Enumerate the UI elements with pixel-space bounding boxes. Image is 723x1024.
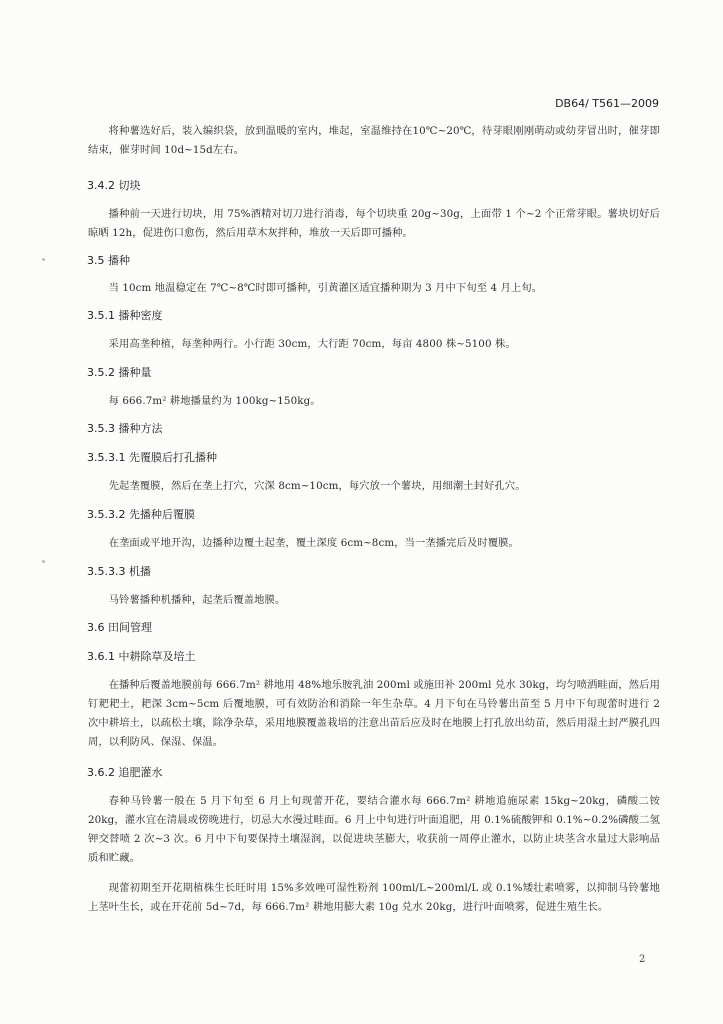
section-heading: 3.6.1 中耕除草及培土 <box>87 650 196 663</box>
section-heading: 3.5.3.3 机播 <box>87 565 151 578</box>
section-heading: 3.5.2 播种量 <box>87 366 152 379</box>
paragraph: 在垄面或平地开沟，边播种边覆土起垄，覆土深度 6cm~8cm，当一垄播完后及时覆膜。 <box>108 537 519 549</box>
paragraph: 采用高垄种植，每垄种两行。小行距 30cm，大行距 70cm，每亩 4800 株~5100 株。 <box>108 338 516 350</box>
page-number: 2 <box>639 954 646 965</box>
section-heading: 3.5.3.2 先播种后覆膜 <box>87 508 195 521</box>
section-heading: 3.5.3.1 先覆膜后打孔播种 <box>87 451 217 464</box>
section-heading: 3.6 田间管理 <box>87 621 152 634</box>
section-heading: 3.5.1 播种密度 <box>87 309 163 322</box>
paragraph: 先起垄覆膜，然后在垄上打穴，穴深 8cm~10cm，每穴放一个薯块，用细潮土封好孔穴。 <box>108 480 526 492</box>
paragraph: 当 10cm 地温稳定在 7℃~8℃时即可播种，引黄灌区适宜播种期为 3 月中下旬至 4 月上旬。 <box>108 282 543 294</box>
scan-speck <box>42 560 45 563</box>
section-heading: 3.4.2 切块 <box>87 179 141 192</box>
paragraph: 播种前一天进行切块，用 75%酒精对切刀进行消毒，每个切块重 20g~30g，上面带 1 个~2 个正常芽眼。薯块切好后晾晒 12h，促进伤口愈伤，然后用草木灰拌种，堆放一天后即可播种。 <box>88 208 660 239</box>
section-heading: 3.5 播种 <box>87 254 130 267</box>
paragraph: 春种马铃薯一般在 5 月下旬至 6 月上旬现蕾开花，要结合灌水每 666.7m² 耕地追施尿素 15kg~20kg，磷酸二铵 20kg，灌水宜在清晨或傍晚进行，切忌大水漫过畦面。6 月上中旬进行叶面追肥，用 0.1%硫酸钾和 0.1%~0.2%磷酸二氢钾交替喷 2 次~3 次。6 月中下旬要保持土壤湿润，以促进块茎膨大，收获前一周停止灌水，以防止块茎含水量过大影响品质和贮藏。 <box>88 795 660 864</box>
document-code-header: DB64/ T561—2009 <box>555 97 659 110</box>
paragraph: 每 666.7m² 耕地播量约为 100kg~150kg。 <box>108 395 321 407</box>
paragraph: 现蕾初期至开花期植株生长旺时用 15%多效唑可湿性粉剂 100ml/L~200ml/L 或 0.1%矮壮素喷雾，以抑制马铃薯地上茎叶生长，或在开花前 5d~7d，每 666.7m² 耕地用膨大素 10g 兑水 20kg，进行叶面喷雾，促进生殖生长。 <box>88 882 660 913</box>
paragraph: 在播种后覆盖地膜前每 666.7m² 耕地用 48%地乐胺乳油 200ml 或施田补 200ml 兑水 30kg，均匀喷洒畦面，然后用钉耙耙土，耙深 3cm~5cm 后覆地膜，可有效防治和消除一年生杂草。4 月下旬在马铃薯出苗至 5 月中下旬现蕾时进行 2 次中耕培土，以疏松土壤，除净杂草，采用地膜覆盖栽培的注意出苗后应及时在地膜上打孔放出幼苗，然后用湿土封严膜孔四周，以利防风、保湿、保温。 <box>88 679 660 748</box>
section-heading: 3.5.3 播种方法 <box>87 422 163 435</box>
paragraph: 将种薯选好后，装入编织袋，放到温暖的室内，堆起，室温维持在10℃~20℃，待芽眼刚刚萌动或幼芽冒出时，催芽即结束，催芽时间 10d~15d左右。 <box>88 125 660 156</box>
section-heading: 3.6.2 追肥灌水 <box>87 766 163 779</box>
paragraph: 马铃薯播种机播种，起垄后覆盖地膜。 <box>108 594 286 606</box>
scan-speck <box>42 258 45 261</box>
